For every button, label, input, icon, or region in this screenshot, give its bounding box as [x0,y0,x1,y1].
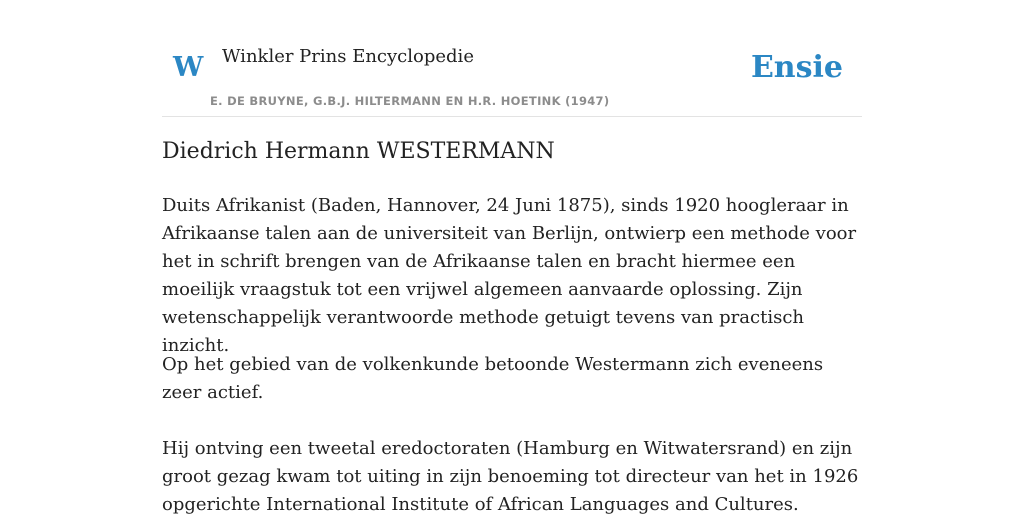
article-paragraph: Duits Afrikanist (Baden, Hannover, 24 Juni 1875), sinds 1920 hoogleraar in Afrikaanse talen aan de universiteit van Berlijn, ontwierp een methode voor het in schrift brengen van de Afrikaanse talen en bracht hiermee een moeilijk vraagstuk tot een vrijwel algemeen aanvaarde oplossing. Zijn wetenschappelijk verantwoorde methode getuigt tevens van practisch inzicht. [162,195,857,356]
article-title: Diedrich Hermann WESTERMANN [162,139,555,164]
source-logo[interactable]: W [173,52,204,83]
article-paragraph: Hij ontving een tweetal eredoctoraten (Hamburg en Witwatersrand) en zijn groot gezag kwam tot uiting in zijn benoeming tot directeur van het in 1926 opgerichte International Institute of African Languages and Cultures. [162,438,859,515]
source-title[interactable]: Winkler Prins Encyclopedie [222,46,474,67]
source-authors: E. DE BRUYNE, G.B.J. HILTERMANN EN H.R. HOETINK (1947) [210,94,610,108]
source-header [162,0,862,117]
page-container [162,0,862,515]
article-paragraph: Op het gebied van de volkenkunde betoonde Westermann zich eveneens zeer actief. [162,354,824,403]
ensie-logo[interactable]: Ensie [750,50,843,85]
